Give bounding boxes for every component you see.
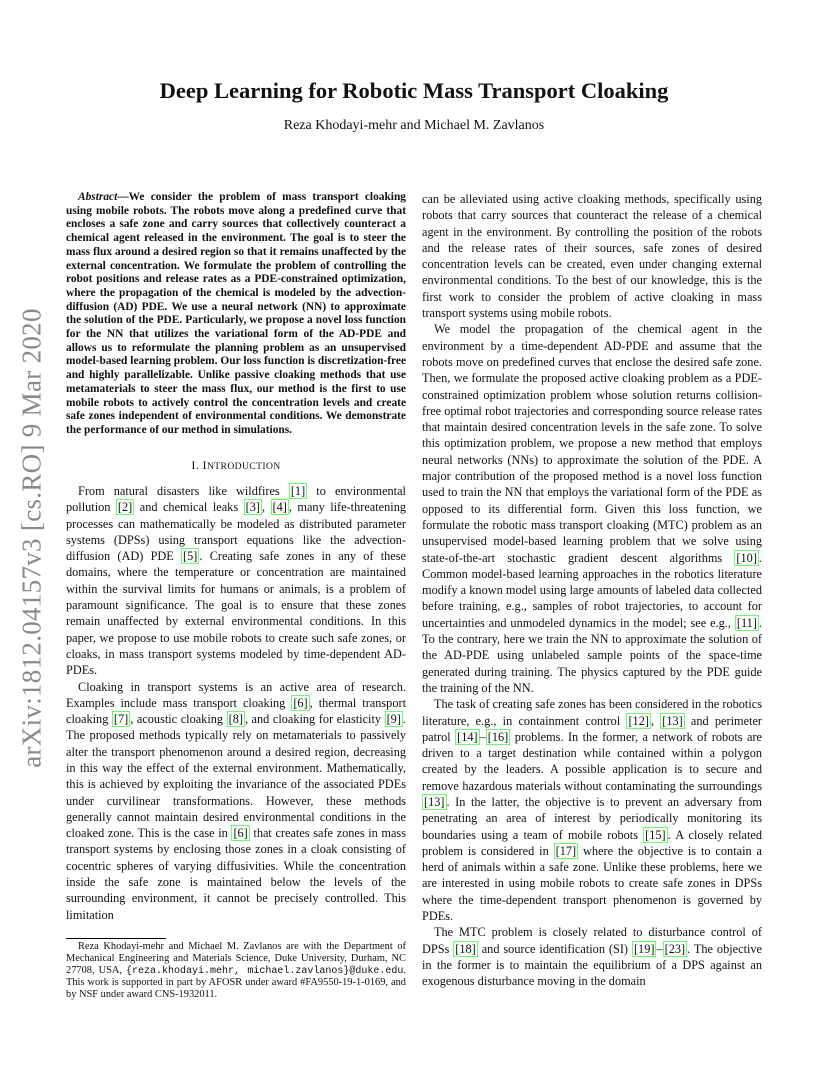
citation-link[interactable]: [2] [117, 500, 133, 515]
citation-link[interactable]: [9] [386, 712, 401, 727]
arxiv-side-identifier [12, 288, 52, 788]
citation-link[interactable]: [6] [233, 826, 248, 841]
abstract-text: —We consider the problem of mass transport cloaking using mobile robots. The robots move along a predefined curve that encloses a safe zone and carry sources that collectively counteract a chemical agent released in the environment. The goal is to steer the mass flux around a desired region so that it remains unaffected by the external concentration. We formulate the problem of controlling the robot positions and release rates as a PDE-constrained optimization, where the propagation of the chemical is modeled by the advection-diffusion (AD) PDE. We use a neural network (NN) to approximate the solution of the PDE. Particularly, we propose a novel loss function for the NN that utilizes the variational form of the AD-PDE and allows us to reformulate the planning problem as an unsupervised model-based learning problem. Our loss function is discretization-free and highly parallelizable. Unlike passive cloaking methods that use metamaterials to steer the mass flux, our method is the first to use mobile robots to actively control the concentration levels and create safe zones independent of environmental conditions. We demonstrate the performance of our method in simulations. [66, 191, 406, 436]
intro-paragraph-4: The task of creating safe zones has been considered in the robotics literature, e.g., in containment control [12] , [13] and perimeter patrol [14] – [16] problems. In the former, a network of robots are driven to a target destination while contained within a polygon created by the leaders. A possible application is to secure and remove hazardous materials without contaminating the surroundings [13] . In the latter, the objective is to prevent an adversary from penetrating an area of interest by periodically monitoring its boundaries using a team of mobile robots [15] . A closely related problem is considered in [17] where the objective is to contain a herd of animals within a safe zone. Unlike these problems, here we are interested in using mobile robots to create safe zones in DPSs where the time-dependent transport phenomenon is governed by PDEs. [422, 697, 762, 924]
citation-link[interactable]: [7] [113, 712, 129, 727]
arxiv-id-text: arXiv:1812.04157v3 [cs.RO] 9 Mar 2020 [16, 308, 47, 768]
citation-link[interactable]: [4] [272, 500, 287, 515]
citation-link[interactable]: [19] [633, 941, 655, 956]
intro-paragraph-1: From natural disasters like wildfires [1] to environmental pollution [2] and chemical leaks [3] , [4] , many life-threatening processes can mathematically be modeled as distributed parameter systems (DPSs) using transport equations like the advection-diffusion (AD) PDE [5] . Creating safe zones in any of these domains, where the temperature or concentration are maintained within the survival limits for humans or animals, is a problem of paramount significance. The goal is to ensure that these zones remain unaffected by external environmental conditions. In this paper, we propose to use mobile robots to create such safe zones, or cloaks, in mass transport systems modeled by time-dependent AD-PDEs. [66, 483, 407, 678]
citation-link[interactable]: [1] [290, 483, 306, 498]
citation-link[interactable]: [23] [664, 941, 686, 956]
abstract [66, 191, 406, 438]
citation-link[interactable]: [3] [245, 500, 260, 515]
citation-link[interactable]: [8] [228, 712, 243, 727]
right-column [422, 191, 762, 990]
citation-link[interactable]: [12] [628, 713, 649, 728]
left-column [66, 191, 406, 923]
intro-paragraph-5: The MTC problem is closely related to disturbance control of DPSs [18] and source identification (SI) [19] – [23] . The objective in the former is to maintain the equilibrium of a DPS against an exogenous disturbance moving in the domain [422, 925, 763, 989]
citation-link[interactable]: [13] [662, 713, 683, 728]
abstract-label: Abstract [78, 191, 118, 203]
citation-link[interactable]: [11] [736, 615, 757, 630]
footnote-rule [66, 938, 166, 939]
citation-link[interactable]: [5] [183, 549, 198, 564]
paper-title: Deep Learning for Robotic Mass Transport Cloaking [159, 78, 669, 103]
citation-link[interactable]: [10] [736, 550, 757, 565]
author-footnote: Reza Khodayi-mehr and Michael M. Zavlanos are with the Department of Mechanical Engineering and Materials Science, Duke University, Durham, NC 27708, USA, {reza.khodayi.mehr, michael.zavlanos}@duke.edu. This work is supported in part by AFOSR under award #FA9550-19-1-0169, and by NSF under award CNS-1932011. [66, 941, 407, 1001]
citation-link[interactable]: [14] [457, 729, 478, 744]
author-emails: {reza.khodayi.mehr, michael.zavlanos}@duke.edu [125, 965, 404, 977]
intro-paragraph-2-continued: can be alleviated using active cloaking methods, specifically using robots that carry sources that counteract the release of a chemical agent in the environment. By controlling the position of the robots and the release rates of their sources, safe zones of desired concentration levels can be created, even under changing external environmental conditions. To the best of our knowledge, this is the first work to consider the problem of active cloaking in mass transport systems using mobile robots. [422, 192, 762, 321]
paper-authors: Reza Khodayi-mehr and Michael M. Zavlanos [283, 118, 545, 133]
section-heading-introduction: I. INTRODUCTION [191, 457, 281, 472]
citation-link[interactable]: [16] [487, 729, 509, 744]
citation-link[interactable]: [6] [293, 695, 308, 710]
citation-link[interactable]: [18] [455, 941, 476, 956]
citation-link[interactable]: [17] [555, 843, 577, 858]
intro-paragraph-2: Cloaking in transport systems is an active area of research. Examples include mass transport cloaking [6] , thermal transport cloaking [7] , acoustic cloaking [8] , and cloaking for elasticity [9] . The proposed methods typically rely on metamaterials to passively alter the transport phenomenon around a desired region, decreasing in this way the effect of the external environment. Mathematically, this is achieved by exploiting the invariance of the associated PDEs under curvilinear transformations. However, these methods generally cannot maintain desired environmental conditions in the cloaked zone. This is the case in [6] that creates safe zones in mass transport systems by enclosing those zones in a cloak consisting of cocentric spheres of varying diffusivities. While the concentration inside the safe zone is maintained below the levels of the surrounding environment, it cannot be precisely controlled. This limitation [66, 679, 407, 922]
citation-link[interactable]: [15] [645, 827, 666, 842]
intro-paragraph-3: We model the propagation of the chemical agent in the environment by a time-dependent AD-PDE and assume that the robots move on predefined curves that enclose the desired safe zone. Then, we formulate the proposed active cloaking problem as a PDE-constrained optimization problem whose solution returns collision-free optimal robot trajectories and corresponding source release rates that maintain desired concentration levels in the safe zone. To solve this optimization problem, we propose a new method that employs neural networks (NNs) to approximate the solution of the PDE. A major contribution of the proposed method is a novel loss function used to train the NN that employs the variational form of the PDE as opposed to its differential form. Given this loss function, we formulate the robotic mass transport cloaking (MTC) problem as an unsupervised model-based learning problem that we solve using state-of-the-art stochastic gradient descent algorithms [10] . Common model-based learning approaches in the robotics literature modify a known model using large amounts of labeled data collected before training, e.g., samples of robot trajectories, to account for uncertainties and unmodeled dynamics in the model; see e.g., [11] . To the contrary, here we train the NN to approximate the solution of the AD-PDE using unlabeled sample points of the space-time generated during training. The physics captured by the PDE guide the training of the NN. [422, 322, 762, 695]
citation-link[interactable]: [13] [424, 794, 445, 809]
